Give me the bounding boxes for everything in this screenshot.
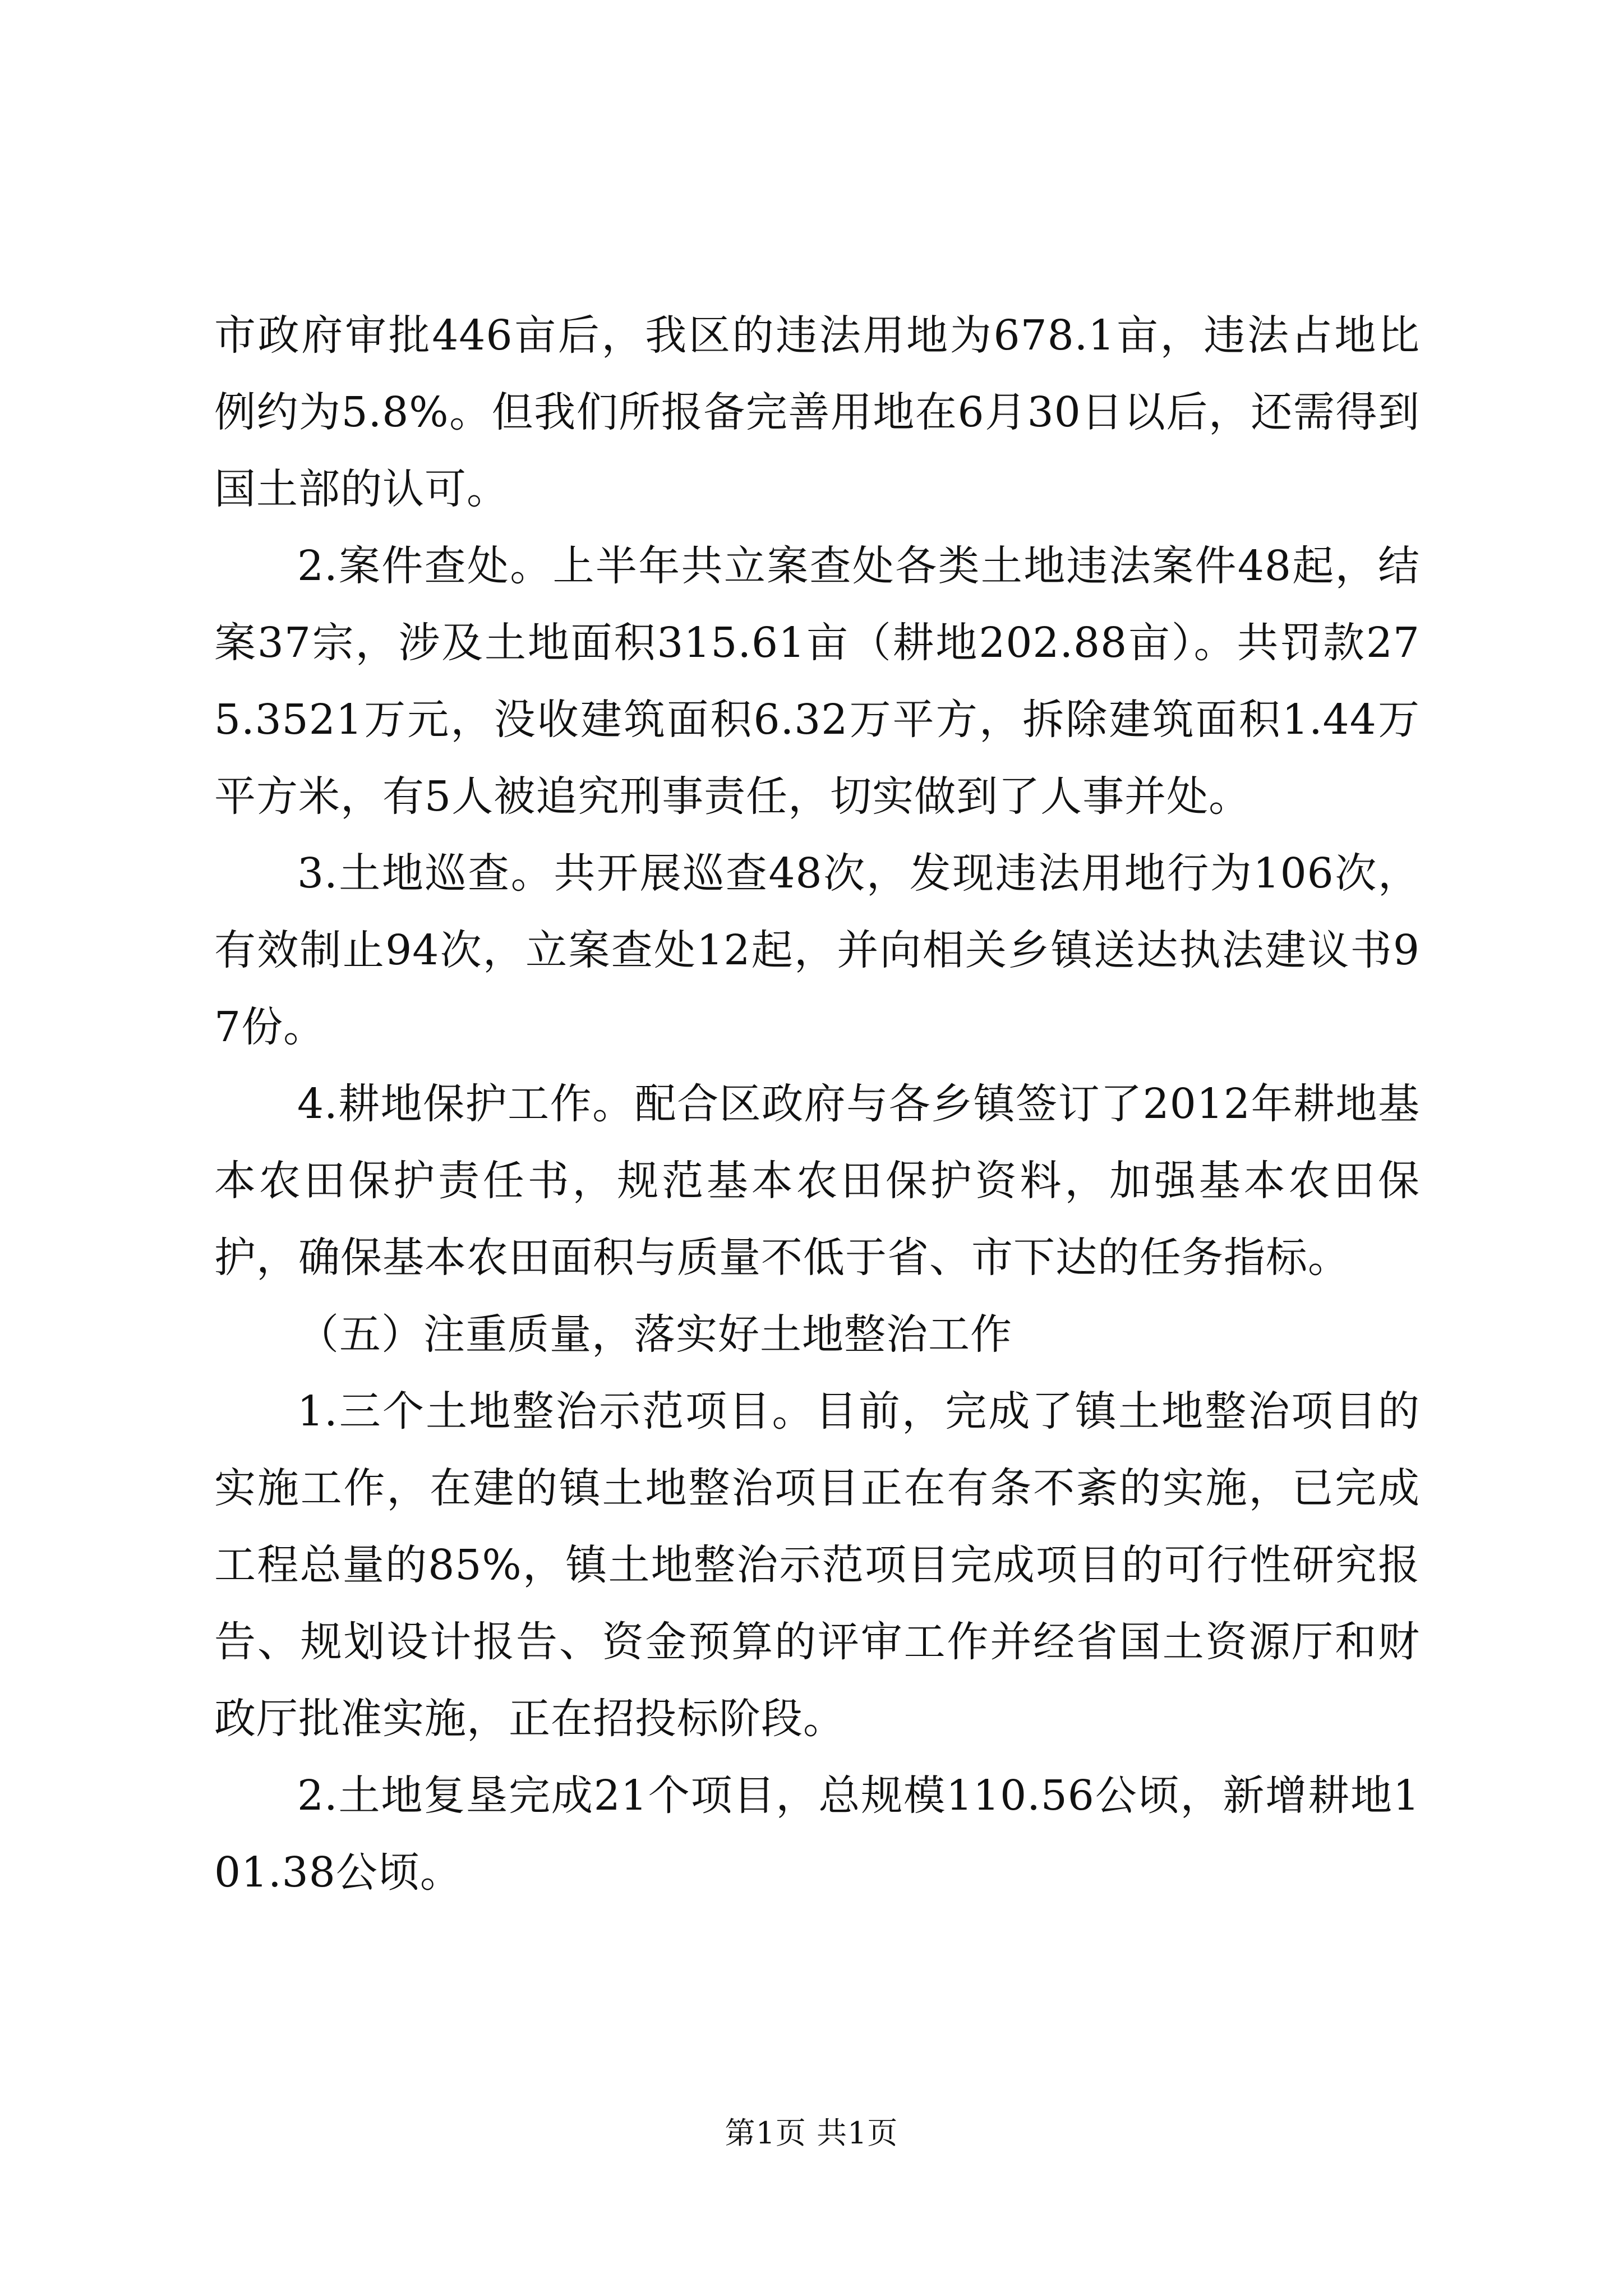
paragraph-continuation: 市政府审批446亩后，我区的违法用地为678.1亩，违法占地比例约为5.8%。但我们所报备完善用地在6月30日以后，还需得到国土部的认可。 [214, 311, 1420, 513]
paragraph-land-patrol: 3.土地巡查。共开展巡查48次，发现违法用地行为106次，有效制止94次，立案查处12起，并向相关乡镇送达执法建议书97份。 [214, 849, 1420, 1051]
document-body [214, 297, 1420, 1911]
section-heading: （五）注重质量，落实好土地整治工作 [297, 1310, 1012, 1359]
page-footer: 第1页 共1页 [725, 2115, 898, 2151]
paragraph-farmland-protection: 4.耕地保护工作。配合区政府与各乡镇签订了2012年耕地基本农田保护责任书，规范基本农田保护资料，加强基本农田保护，确保基本农田面积与质量不低于省、市下达的任务指标。 [214, 1080, 1420, 1282]
paragraph-demo-projects: 1.三个土地整治示范项目。目前，完成了镇土地整治项目的实施工作，在建的镇土地整治项目正在有条不紊的实施，已完成工程总量的85%，镇土地整治示范项目完成项目的可行性研究报告、规划设计报告、资金预算的评审工作并经省国土资源厅和财政厅批准实施，正在招投标阶段。 [214, 1387, 1420, 1743]
paragraph-case-handling: 2.案件查处。上半年共立案查处各类土地违法案件48起，结案37宗，涉及土地面积315.61亩（耕地202.88亩）。共罚款275.3521万元，没收建筑面积6.32万平方，拆除建筑面积1.44万平方米，有5人被追究刑事责任，切实做到了人事并处。 [214, 542, 1420, 821]
paragraph-land-reclamation: 2.土地复垦完成21个项目，总规模110.56公顷，新增耕地101.38公顷。 [214, 1772, 1420, 1897]
